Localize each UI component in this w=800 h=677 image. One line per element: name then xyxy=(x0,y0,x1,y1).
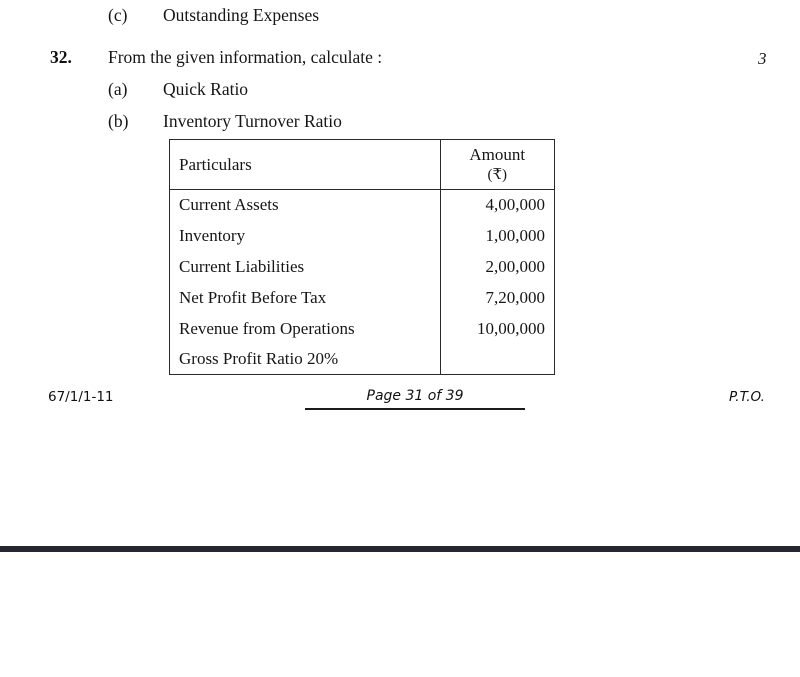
sub-item-b-marker: (b) xyxy=(108,111,129,131)
sub-item-a-marker: (a) xyxy=(108,79,128,99)
cell-amount: 1,00,000 xyxy=(485,226,545,246)
prev-item-marker: (c) xyxy=(108,5,128,25)
rupee-currency-icon: (₹) xyxy=(487,166,508,183)
turn-over-label: P.T.O. xyxy=(729,389,765,405)
column-header-amount-label: Amount xyxy=(469,144,526,164)
cell-particulars: Revenue from Operations xyxy=(170,313,440,344)
cell-particulars: Gross Profit Ratio 20% xyxy=(170,344,440,375)
cell-amount: 10,00,000 xyxy=(477,318,545,338)
table-row xyxy=(170,252,554,283)
table-row xyxy=(170,190,554,221)
page-bottom-bar xyxy=(0,546,800,552)
column-header-particulars: Particulars xyxy=(170,140,440,190)
cell-particulars: Current Assets xyxy=(170,190,440,221)
prev-item-text: Outstanding Expenses xyxy=(163,5,320,25)
table-row xyxy=(170,313,554,344)
table-body xyxy=(170,190,554,375)
page-number-label: Page 31 of 39 xyxy=(366,388,464,404)
cell-amount: 7,20,000 xyxy=(485,287,545,307)
table-row xyxy=(170,344,554,375)
cell-particulars: Current Liabilities xyxy=(170,252,440,283)
page-number-underline xyxy=(305,408,525,410)
cell-amount: 4,00,000 xyxy=(485,195,545,215)
cell-amount: 2,00,000 xyxy=(485,256,545,276)
question-number: 32. xyxy=(50,47,72,67)
column-header-amount xyxy=(440,140,554,190)
financial-data-table xyxy=(169,139,555,375)
question-stem: From the given information, calculate : xyxy=(108,47,383,67)
cell-amount xyxy=(440,344,554,375)
sub-item-a-text: Quick Ratio xyxy=(163,79,249,99)
table-row xyxy=(170,221,554,252)
cell-particulars: Net Profit Before Tax xyxy=(170,282,440,313)
cell-particulars: Inventory xyxy=(170,221,440,252)
sub-item-b-text: Inventory Turnover Ratio xyxy=(163,111,342,131)
table-row xyxy=(170,282,554,313)
paper-code: 67/1/1-11 xyxy=(48,389,114,405)
marks-allocation: 3 xyxy=(758,49,767,68)
table-header-row xyxy=(170,140,554,190)
